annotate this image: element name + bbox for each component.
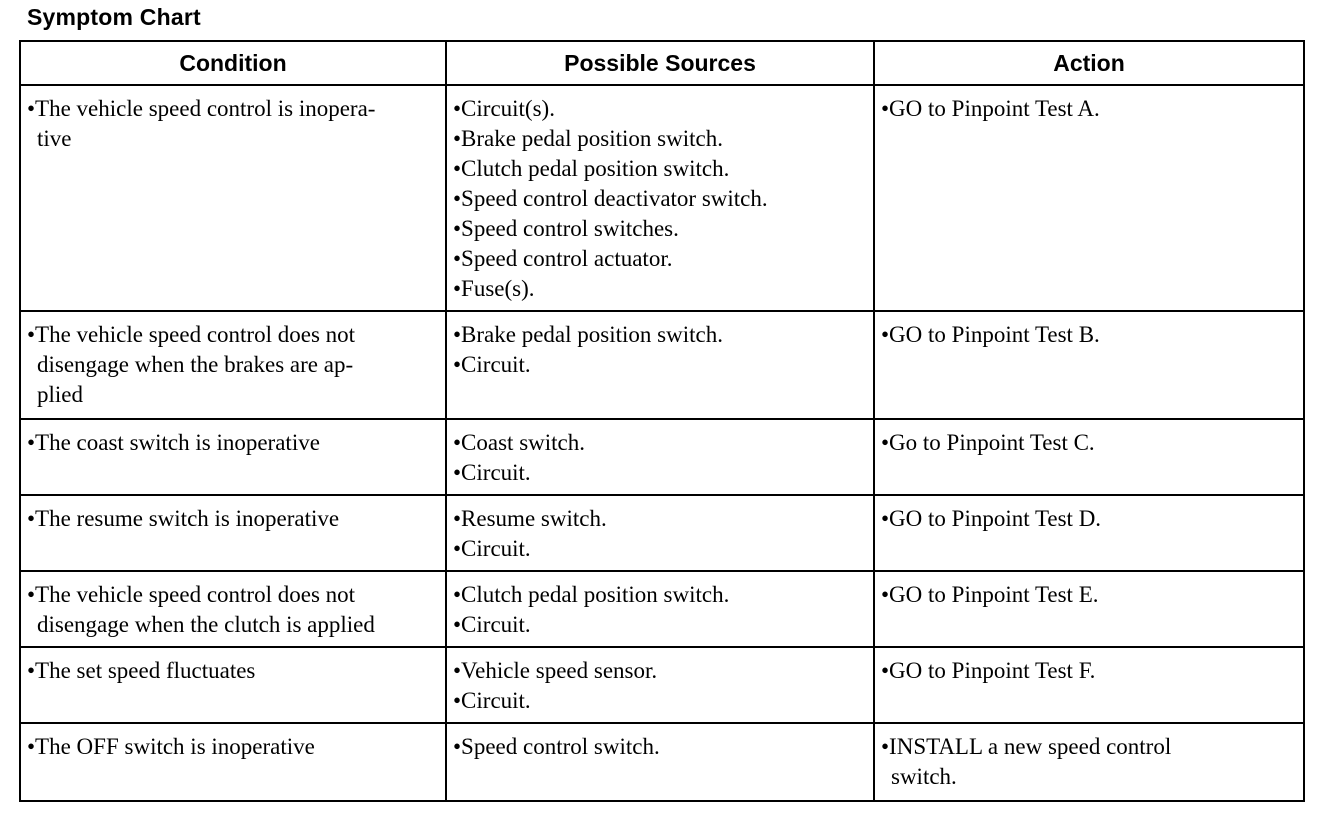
source-item: •Clutch pedal position switch.	[453, 156, 730, 181]
action-text: •Go to Pinpoint Test C.	[881, 430, 1095, 455]
action-cell	[874, 311, 1304, 419]
action-text: •GO to Pinpoint Test A.	[881, 96, 1100, 121]
table-row	[20, 311, 1304, 419]
condition-cell	[20, 85, 446, 311]
source-item: •Speed control switches.	[453, 216, 679, 241]
action-text: •GO to Pinpoint Test B.	[881, 322, 1100, 347]
sources-cell	[446, 723, 874, 801]
table-row	[20, 419, 1304, 495]
source-item: •Brake pedal position switch.	[453, 126, 723, 151]
table-row	[20, 85, 1304, 311]
source-item: •Circuit.	[453, 612, 531, 637]
action-cell	[874, 495, 1304, 571]
action-cell	[874, 647, 1304, 723]
condition-text: •The resume switch is inoperative	[27, 506, 340, 531]
source-item: •Clutch pedal position switch.	[453, 582, 730, 607]
action-text: •GO to Pinpoint Test E.	[881, 582, 1099, 607]
sources-cell	[446, 311, 874, 419]
table-row	[20, 495, 1304, 571]
header-action: Action	[874, 41, 1304, 85]
condition-text: •The vehicle speed control is inopera- tive	[27, 96, 376, 151]
source-item: •Circuit.	[453, 688, 531, 713]
action-text: •GO to Pinpoint Test D.	[881, 506, 1102, 531]
source-item: •Speed control actuator.	[453, 246, 673, 271]
action-cell	[874, 419, 1304, 495]
header-possible-sources: Possible Sources	[446, 41, 874, 85]
condition-text: •The OFF switch is inoperative	[27, 734, 315, 759]
source-item: •Circuit.	[453, 352, 531, 377]
header-condition: Condition	[20, 41, 446, 85]
condition-cell	[20, 311, 446, 419]
source-item: •Resume switch.	[453, 506, 607, 531]
source-item: •Vehicle speed sensor.	[453, 658, 658, 683]
sources-cell	[446, 647, 874, 723]
condition-text: •The vehicle speed control does not disengage when the clutch is applied	[27, 582, 375, 637]
condition-cell	[20, 647, 446, 723]
table-row	[20, 571, 1304, 647]
source-item: •Brake pedal position switch.	[453, 322, 723, 347]
condition-cell	[20, 723, 446, 801]
table-header-row	[20, 41, 1304, 85]
source-item: •Fuse(s).	[453, 276, 535, 301]
action-cell	[874, 85, 1304, 311]
condition-text: •The set speed fluctuates	[27, 658, 256, 683]
sources-cell	[446, 419, 874, 495]
action-text: •INSTALL a new speed control switch.	[881, 734, 1172, 789]
source-item: •Speed control deactivator switch.	[453, 186, 768, 211]
chart-title: Symptom Chart	[27, 4, 201, 30]
sources-cell	[446, 495, 874, 571]
condition-text: •The coast switch is inoperative	[27, 430, 320, 455]
condition-cell	[20, 571, 446, 647]
sources-cell	[446, 85, 874, 311]
condition-cell	[20, 419, 446, 495]
table-row	[20, 723, 1304, 801]
action-cell	[874, 571, 1304, 647]
sources-cell	[446, 571, 874, 647]
symptom-table	[19, 40, 1305, 802]
source-item: •Coast switch.	[453, 430, 585, 455]
condition-cell	[20, 495, 446, 571]
action-cell	[874, 723, 1304, 801]
table-row	[20, 647, 1304, 723]
source-item: •Circuit.	[453, 536, 531, 561]
condition-text: •The vehicle speed control does not disengage when the brakes are ap- plied	[27, 322, 356, 407]
source-item: •Circuit.	[453, 460, 531, 485]
action-text: •GO to Pinpoint Test F.	[881, 658, 1096, 683]
source-item: •Speed control switch.	[453, 734, 660, 759]
source-item: •Circuit(s).	[453, 96, 555, 121]
